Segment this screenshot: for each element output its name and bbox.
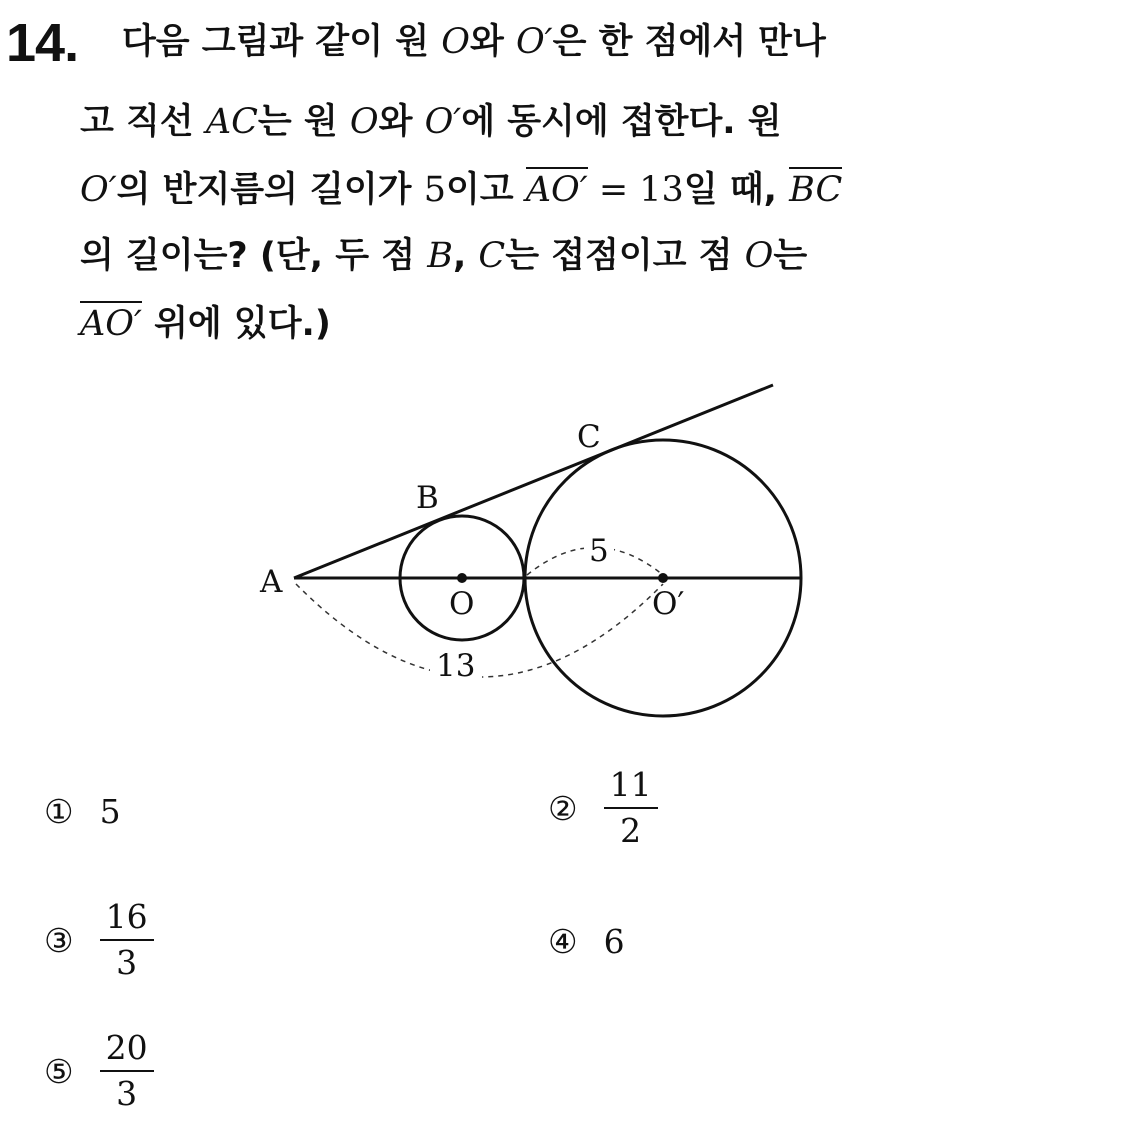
segment-ao-prime: AO′ bbox=[526, 167, 588, 210]
math-o-prime: O′ bbox=[80, 170, 117, 210]
segment-ao-prime: AO′ bbox=[80, 301, 142, 344]
text: 이고 bbox=[445, 170, 526, 210]
choice-mark: ③ bbox=[44, 920, 74, 960]
question-line-1 bbox=[122, 18, 1067, 66]
numerator: 11 bbox=[604, 765, 658, 809]
math-5: 5 bbox=[423, 170, 446, 210]
choice-1[interactable] bbox=[44, 792, 121, 831]
tangent-line-ac bbox=[294, 385, 773, 578]
choice-value: 6 bbox=[603, 922, 625, 961]
math-o: O bbox=[349, 102, 379, 142]
math-ac: AC bbox=[205, 102, 258, 142]
text: 의 길이는? (단, 두 점 bbox=[80, 236, 428, 276]
question-line-4 bbox=[80, 232, 1070, 280]
text: 위에 있다.) bbox=[141, 304, 331, 344]
text: 는 접점이고 점 bbox=[505, 236, 745, 276]
choice-3[interactable] bbox=[44, 897, 154, 983]
math-o: O bbox=[441, 22, 470, 62]
fraction bbox=[100, 897, 154, 983]
choice-mark: ② bbox=[548, 788, 578, 828]
math-o-prime: O′ bbox=[424, 102, 462, 142]
label-c: C bbox=[577, 419, 601, 455]
text: 는 bbox=[773, 236, 808, 276]
text: 고 직선 bbox=[80, 102, 206, 142]
choice-mark: ④ bbox=[548, 922, 578, 961]
math-o: O bbox=[744, 236, 774, 276]
choice-5[interactable] bbox=[44, 1028, 154, 1114]
fraction bbox=[100, 1028, 154, 1114]
choice-mark: ⑤ bbox=[44, 1051, 74, 1091]
text: , bbox=[452, 236, 479, 276]
math-b: B bbox=[427, 236, 453, 276]
question-number: 14. bbox=[6, 13, 79, 73]
math-equals-13: = 13 bbox=[587, 170, 684, 210]
choice-2[interactable] bbox=[548, 765, 658, 851]
center-o-dot bbox=[457, 573, 467, 583]
text: 와 bbox=[378, 102, 425, 142]
choice-4[interactable] bbox=[548, 922, 625, 961]
math-o-prime: O′ bbox=[515, 22, 553, 62]
text: 는 원 bbox=[257, 102, 350, 142]
text: 일 때, bbox=[683, 170, 790, 210]
denominator: 3 bbox=[116, 943, 138, 982]
fraction bbox=[604, 765, 658, 851]
question-line-5 bbox=[80, 300, 1070, 348]
label-o-prime: O′ bbox=[652, 586, 685, 622]
geometry-diagram bbox=[250, 380, 820, 730]
text: 다음 그림과 같이 원 bbox=[122, 22, 442, 62]
question-line-2 bbox=[80, 98, 1070, 146]
choice-value: 5 bbox=[99, 792, 121, 831]
question-line-3 bbox=[80, 166, 1070, 214]
text: 은 한 점에서 만나 bbox=[552, 22, 826, 62]
label-b: B bbox=[416, 480, 439, 516]
denominator: 2 bbox=[620, 811, 642, 850]
segment-bc: BC bbox=[789, 167, 842, 210]
choice-mark: ① bbox=[44, 792, 74, 831]
center-o-prime-dot bbox=[658, 573, 668, 583]
text: 의 반지름의 길이가 bbox=[116, 170, 424, 210]
label-radius: 5 bbox=[589, 533, 609, 569]
text: 와 bbox=[469, 22, 516, 62]
label-o: O bbox=[449, 586, 475, 622]
denominator: 3 bbox=[116, 1074, 138, 1113]
numerator: 16 bbox=[100, 897, 154, 941]
text: 에 동시에 접한다. 원 bbox=[461, 102, 782, 142]
label-distance: 13 bbox=[436, 648, 476, 684]
label-a: A bbox=[260, 564, 283, 600]
math-c: C bbox=[478, 236, 506, 276]
numerator: 20 bbox=[100, 1028, 154, 1072]
